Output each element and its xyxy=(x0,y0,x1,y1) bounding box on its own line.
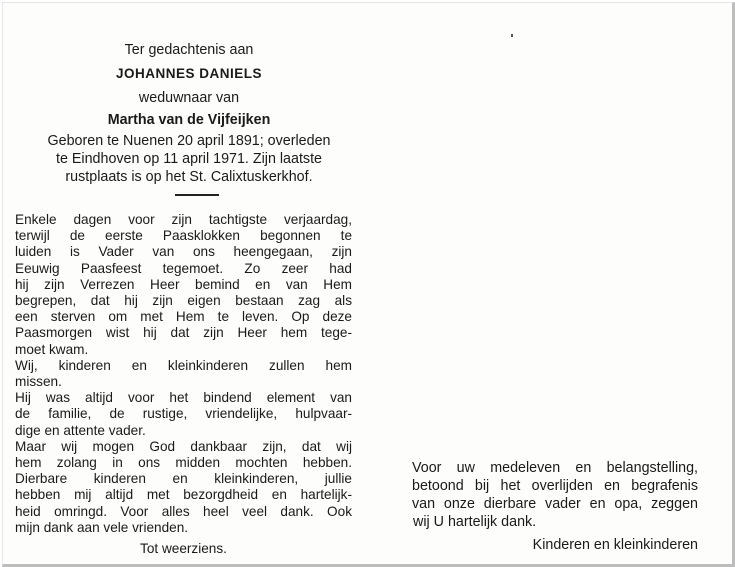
bio-line: Geboren te Nuenen 20 april 1891; overleden xyxy=(47,133,331,149)
body-line: een sterven om met Hem te leven. Op deze xyxy=(15,309,352,325)
intro-text: Ter gedachtenis aan xyxy=(124,42,254,58)
signature: Kinderen en kleinkinderen xyxy=(532,537,698,553)
body-line: Hij was altijd voor het bindend element van xyxy=(15,390,352,406)
body-line: luiden is Vader van ons heengegaan, zijn xyxy=(15,244,352,260)
closing-text: Tot weerziens. xyxy=(140,541,227,556)
body-line: dige en attente vader. xyxy=(15,422,146,438)
body-line: Maar wij mogen God dankbaar zijn, dat wij xyxy=(15,438,352,454)
deceased-name: JOHANNES DANIELS xyxy=(115,66,263,81)
body-line: hij zijn Verrezen Heer bemind en van Hem xyxy=(15,276,352,292)
body-line: mijn dank aan vele vrienden. xyxy=(15,519,189,535)
ink-speck xyxy=(511,34,513,37)
body-line: de familie, de rustige, vriendelijke, hulpvaar- xyxy=(15,406,352,422)
relation-text: weduwnaar van xyxy=(138,90,240,106)
body-line: Wij, kinderen en kleinkinderen zullen hem xyxy=(15,357,352,373)
spouse-name: Martha van de Vijfeijken xyxy=(107,112,271,128)
body-line: Enkele dagen voor zijn tachtigste verjaardag, xyxy=(15,212,352,227)
body-line: moet kwam. xyxy=(15,341,89,357)
bio-line: te Eindhoven op 11 april 1971. Zijn laatste xyxy=(56,151,322,167)
body-line: Eeuwig Paasfeest tegemoet. Zo zeer had xyxy=(15,260,352,276)
divider-line xyxy=(175,194,219,196)
bio-line: rustplaats is op het St. Calixtuskerkhof. xyxy=(65,169,313,185)
body-line: heid omringd. Voor alles heel veel dank. Ook xyxy=(15,503,352,519)
thanks-line: van onze dierbare vader en opa, zeggen xyxy=(412,496,698,512)
body-line: hebben mij altijd met bezorgdheid en hartelijk- xyxy=(15,487,352,503)
thanks-line: betoond bij het overlijden en begrafenis xyxy=(412,478,698,494)
body-line: hem zolang in ons midden mochten hebben. xyxy=(15,455,352,470)
body-line: Dierbare kinderen en kleinkinderen, jullie xyxy=(15,471,352,487)
body-line: terwijl de eerste Paasklokken begonnen te xyxy=(15,228,352,244)
thanks-line: wij U hartelijk dank. xyxy=(413,514,537,530)
thanks-line: Voor uw medeleven en belangstelling, xyxy=(412,460,698,476)
body-line: missen. xyxy=(15,374,62,389)
body-line: begrepen, dat hij zijn eigen bestaan zag als xyxy=(15,293,352,308)
body-line: Paasmorgen wist hij dat zijn Heer hem tege- xyxy=(15,325,352,341)
